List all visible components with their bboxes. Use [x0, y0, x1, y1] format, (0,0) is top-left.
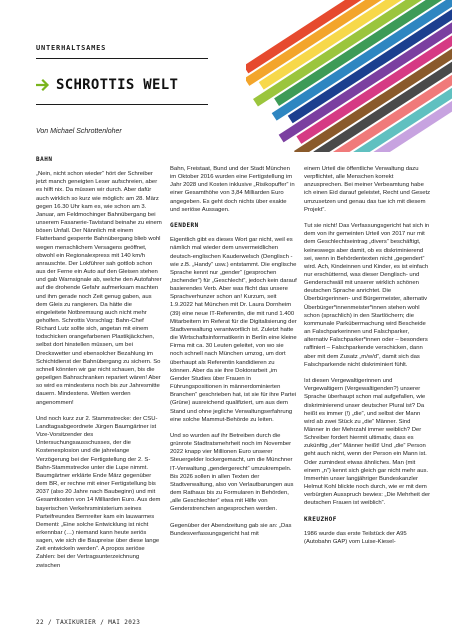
section-rule-top [36, 58, 208, 59]
paragraph: Ist diesen Vergewaltigerinnen und Vergewaltigern (Vergewaltigenden?) unserer Sprache überhaupt schon mal aufgefallen, wie diskriminierend unser deutscher Plural ist? Da heißt es immer (!) „die“, und selbst der Mann wird ab zwei Stück zu „die“ Männer. Sind Männer in der Mehrzahl immer weiblich? Der Schreiber fordert hiermit ultimativ, dass es zukünftig „der“ Männer heißt! Und „die“ Person geht auch nicht, wenn der Person ein Mann ist. Oder zumindest etwas ähnliches. Man (mit einem „n“) kennt sich gleich gar nicht mehr aus. Immerhin unser langjähriger Bundeskanzler Helmut Kohl blickte noch durch, wie er mit dem verbürgten Ausspruch bewies: „Die Mehrheit der deutschen Frauen ist weiblich“. [304, 378, 431, 507]
paragraph: 1986 wurde das erste Teilstück der A95 (Autobahn GAP) vom Luise-Kiesel- [304, 530, 407, 545]
paragraph: Eigentlich gibt es dieses Wort gar nicht, weil es nämlich mal wieder dem unvermeidlichen deutsch-englischen Kauderwelsch (Denglisch - wie z.B. „Handy“ usw.) entstammt. Die englische Sprache kennt nur „gender“ (gesprochen „tschender“) für „Geschlecht“, jedoch kein darauf basierendes Verb. Aber was flicht das unsere Sprachverhunzer schon an! Kurzum, seit 1.9.2022 hat München mit Dr. Laura Dornheim (39) eine neue IT-Referentin, die mit rund 1.400 Mitarbeitern im Referat für die Digitalisierung der Stadtverwaltung verantwortlich ist. Zuletzt hatte die Wirtschaftsinformatikerin in Berlin eine kleine Firma mit ca. 30 Leuten geleitet, von wo sie noch schnell nach München umzog, um dort überhaupt als Referentin kandidieren zu können. Aber da sie ihre Doktorarbeit „im Gender Studies über Frauen in Führungspositionen in männerdominierten Branchen“ geschrieben hat, ist sie für ihre Partei (Grüne) ausreichend qualifiziert, um aus dem Stand und ohne jegliche Verwaltungserfahrung eine solche Mammut-Behörde zu leiten. [170, 237, 297, 423]
article-title-row [36, 77, 178, 93]
paragraph: Und so wurden auf ihr Betreiben durch die grünrote Stadtratsmehrheit noch im November 2022 knapp vier Millionen Euro unserer Steuergelder lockergemacht, um die Münchner IT-Verwaltung „gendergerecht“ umzukrempeln. Bis 2026 sollen in allen Texten der Stadtverwaltung, also von Verlautbarungen aus dem Rathaus bis zu Formularen in Behörden, „alle Geschlechter“ etwa mit Hilfe von Genderstrenchen angesprochen werden. [170, 432, 294, 513]
article-column-2 [170, 165, 297, 546]
section-label: UNTERHALTSAMES [36, 44, 107, 52]
arrow-right-icon [36, 78, 50, 92]
paragraph: Und noch kurz zur 2. Stammstrecke: der CSU-Landtagsabgeordnete Jürgen Baumgärtner ist Vize-Vorsitzender des Untersuchungsausschusses, der die Kostenexplosion und die jahrelange Verzögerung bei der Fertigstellung der 2. S-Bahn-Stammstrecke unter die Lupe nimmt. Baumgärtner erklärte Ende März gegenüber dem BR, er rechne mit einer Fertigstellung bis 2037 (also 20 Jahre nach Baubeginn) und mit Gesamtkosten von 14 Milliarden Euro. Aus dem bayerischen Verkehrsministerium seines Parteifreundes Bernreiter kam ein lauwarmes Dementi: „Eine solche Entwicklung ist nicht erkennbar (…) niemand kann heute seriös sagen, wie sich die Baupreise über diese lange Zeit entwickeln werden“. A propos seriöse Zahlen: bei der Vertragsunterzeichnung zwischen [36, 415, 161, 569]
subheading-gendern: GENDERN [170, 222, 199, 230]
paragraph: Tut sie nicht! Das Verfassungsgericht hat sich in dem von ihr gemeinten Urteil von 2017 nur mit dem Geschlechtseintrag „divers“ beschäftigt, keineswegs aber damit, ob es diskriminierend sei, wenn in Behördentexten nicht „gegendert“ wird. Ach, Kindeinnen und Kinder, es ist einfach nur erschütternd, was dieser Denglisch- und Genderschwäll mit unserer wirklich schönen deutschen Sprache anrichtet. Die Überbürgerinnen- und Bürgermeister, alternativ Überbürger*innenmeister*innen stehen wohl schon (sprachlich) in den Startlöchern; die kommunale Parkübermachung wird Bescheide an Falschparkerinnen und Falschparker, alternativ Falschparker*innen oder – besonders raffiniert – Falschparkende verschicken, dann aber mit dem Zusatz „m/w/d“, damit sich das Falschparkende nicht diskriminiert fühlt. [304, 223, 430, 368]
article-title: SCHROTTIS WELT [56, 77, 179, 93]
paragraph: „Nein, nicht schon wieder“ hört der Schreiber jetzt manch geneigten Leser aufschreien, aber es hilft nix. Da müssen wir durch. Aber dafür auch wirklich so kurz wie möglich: am 28. März gegen 16.30 Uhr kam es, wie schon am 3. Januar, am Feldmochinger Bahnübergang bei unserem Fasanerie-Tavistand beinahe zu einem bösen Unfall. Der Nännlich mit einem Flatterband gesperrte Bahnübergang blieb wohl wegen menschlichem Versagens geöffnet, obwohl ein Regionalexpress mit 140 km/h anrauschte. Der Lokführer sah gottlob schon aus der Ferne ein Auto auf den Gleisen stehen und gab Warnsignale ab, welche den Autofahrer auf die drohende Gefahr aufmerksam machten und ihm gerade noch Zeit genug gaben, aus dem Gleis zu rangieren. Da hätte die eingeleitete Notbremsung auch nicht mehr geholfen. Schrottis Vorschlag: Bahn-Chef Richard Lutz sollte sich, angetan mit einem todschicken orangefarbenen Plastikjäckchen, selbst dort hinstellen müssen, um bei Dreckswetter und ebensolcher Bezahlung im Schichtdienst der Bahnübergang zu sichern. So schnell könnten wir gar nicht schauen, bis die gepeilgen Bahnschranken repariert wären! Aber so wird es mindestens noch bis zur Jahresmitte dauern. Mindestens. Wetten werden angenommen! [36, 171, 162, 406]
paragraph: Bahn, Freistaat, Bund und der Stadt München im Oktober 2016 wurden eine Fertigstellung im Jahr 2028 und Kosten inklusive „Risikopuffer“ in einer Gesamthöhe von 3,84 Milliarden Euro angegeben. Es geht doch nichts über exakte und seriöse Aussagen. [170, 166, 295, 213]
subheading-kreuzhof: KREUZHOF [304, 515, 337, 523]
subheading-bahn: BAHN [36, 156, 53, 163]
colored-pencils-image [246, 0, 452, 152]
paragraph: Gegenüber der Abendzeitung gab sie an: „Das Bundesverfassungsgericht hat mit [170, 522, 292, 537]
page-footer: 22 / TAXIKURIER / MAI 2023 [36, 619, 141, 626]
author-byline: Von Michael Schrottenloher [36, 128, 122, 135]
article-column-1 [36, 156, 163, 578]
article-column-3 [304, 165, 431, 554]
paragraph: einem Urteil die öffentliche Verwaltung dazu verpflichtet, alle Menschen korrekt anzusprechen. Bei meiner Verbeamtung habe ich einen Eid darauf geleistet, Recht und Gesetz umzusetzen und genau das tue ich mit diesem Projekt“. [304, 166, 431, 213]
section-rule-bottom [36, 104, 208, 105]
